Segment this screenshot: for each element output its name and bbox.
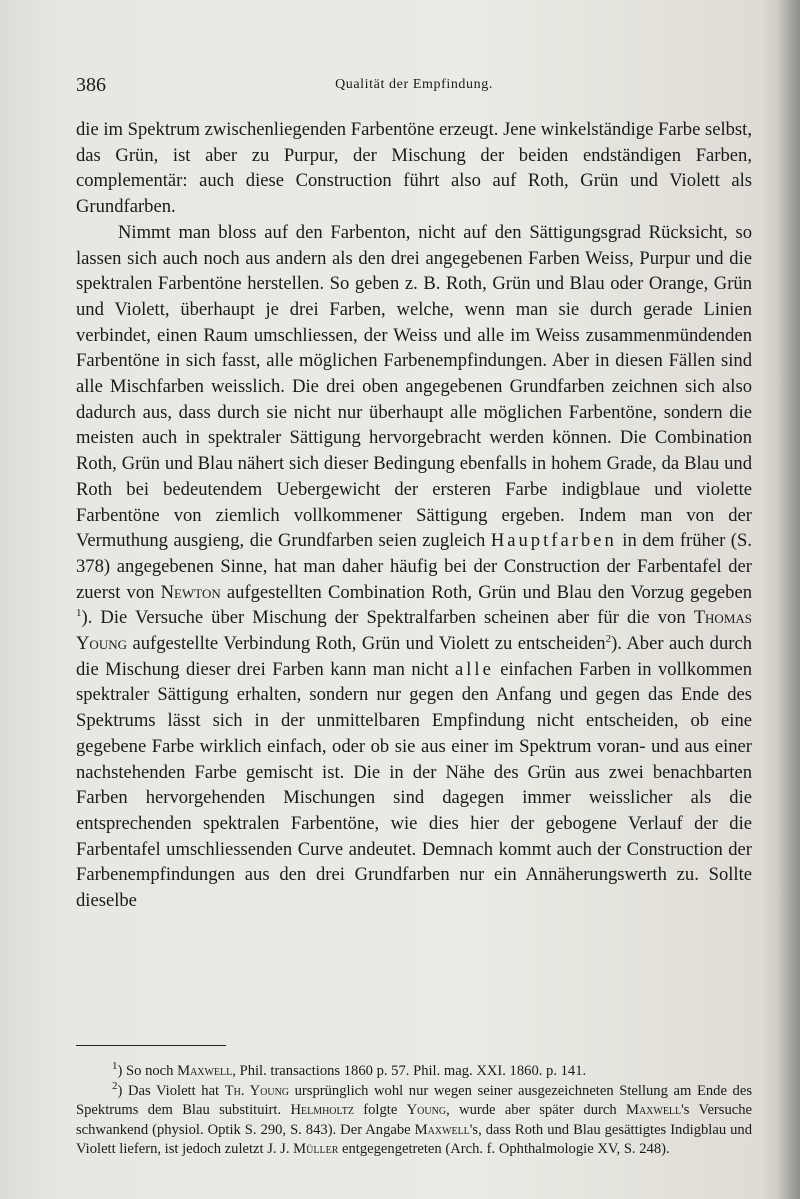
page-edge-shadow: [778, 0, 800, 1199]
text-run: ) Das Violett hat: [117, 1082, 225, 1099]
footnote-rule: [76, 1045, 226, 1046]
text-run: aufgestellten Combination Roth, Grün und Blau den Vorzug gegeben: [220, 581, 752, 603]
footnote-marker: 2: [112, 1079, 118, 1092]
page-header: [76, 74, 752, 98]
text-run: einfachen Farben in vollkommen spektraler Sättigung erhalten, sondern nur gegen den Anfang und gegen das Ende des Spektrums lässt sich in der unmittelbaren Empfindung nicht entscheiden, ob eine gegebene Farbe wirklich einfach, oder ob sie aus einer im Spektrum voran- und aus einer nachstehenden Farbe gemischt ist. Die in der Nähe des Grün aus zwei benachbarten Farben hervorgehenden Mischungen sind dagegen immer weisslicher als die entsprechenden spektralen Farbentöne, wie dies hier der gebogene Verlauf der die Farbentafel umschliessenden Curve andeutet. Demnach kommt auch der Construction der Farbenempfindungen aus den drei Grundfarben nur ein Annäherungswerth zu. Sollte dieselbe: [76, 658, 752, 912]
text-run: aufgestellte Verbindung Roth, Grün und Violett zu entscheiden: [126, 633, 606, 655]
footnote-marker: 1: [112, 1060, 118, 1073]
emphasis-alle: alle: [454, 658, 494, 680]
footnote-2: [76, 1079, 753, 1160]
text-run: , Phil. transactions 1860 p. 57. Phil. mag. XXI. 1860. p. 141.: [232, 1063, 587, 1079]
page-number: 386: [76, 74, 106, 96]
text-run: ursprünglich wohl nur wegen seiner ausgezeichneten Stellung am Ende des Spektrums dem Blau substituirt.: [76, 1082, 752, 1119]
running-title: Qualität der Empfindung.: [335, 77, 493, 92]
text-run: folgte: [353, 1102, 407, 1119]
footnote-1: [76, 1062, 752, 1082]
text-run: ) So noch: [117, 1063, 178, 1079]
footnote-ref-2: 2: [605, 632, 612, 645]
name-maxwell: Maxwell: [177, 1063, 233, 1079]
name-th-young: Th. Young: [224, 1082, 290, 1099]
name-helmholtz: Helmholtz: [290, 1102, 354, 1119]
paragraph-2: [76, 220, 752, 914]
text-run: in dem früher (S. 378) angegebenen Sinne, hat man daher häufig bei der Construction der Farbentafel der zuerst von: [76, 530, 752, 603]
text-run: 's Versuche schwankend (physiol. Optik S. 290, S. 843). Der Angabe: [76, 1102, 753, 1138]
text-run: ). Aber auch durch die Mischung dieser drei Farben kann man nicht: [76, 633, 752, 680]
text-run: , wurde aber später durch: [446, 1102, 626, 1119]
name-maxwell: Maxwell: [414, 1121, 470, 1138]
name-newton: Newton: [160, 581, 221, 603]
footnotes: [76, 1062, 752, 1160]
main-text: [76, 117, 752, 914]
text-run: 's, dass Roth und Blau gesättigtes Indigblau und Violett liefern, ist jedoch zuletzt J. J.: [76, 1121, 753, 1158]
name-thomas-young: Thomas Young: [76, 607, 752, 655]
name-maxwell: Maxwell: [625, 1102, 682, 1119]
text-run: entgegengetreten (Arch. f. Ophthalmologie XV, S. 248).: [338, 1141, 670, 1158]
paragraph-1: die im Spektrum zwischenliegenden Farbentöne erzeugt. Jene winkelständige Farbe selbst, das Grün, ist aber zu Purpur, der Mischung der beiden endständigen Farben, complementär: auch diese Construction führt also auf Roth, Grün und Violett als Grundfarben.: [76, 119, 752, 218]
footnote-ref-1: 1: [76, 607, 82, 620]
name-mueller: Müller: [293, 1141, 339, 1158]
text-run: Nimmt man bloss auf den Farbenton, nicht auf den Sättigungsgrad Rücksicht, so lassen sich auch noch aus andern als den drei angegebenen Farben Weiss, Purpur und die spektralen Farbentöne herstellen. So geben z. B. Roth, Grün und Blau oder Orange, Grün und Violett, überhaupt je drei Farben, welche, wenn man sie durch gerade Linien verbindet, einen Raum umschliessen, der Weiss und alle im Weiss zusammenmündenden Farbentöne in sich fasst, alle möglichen Farbenempfindungen. Aber in diesen Fällen sind alle Mischfarben weisslich. Die drei oben angegebenen Grundfarben zeichnen sich also dadurch aus, dass durch sie nicht nur überhaupt alle möglichen Farbentöne, sondern die meisten auch in spektraler Sättigung hervorgebracht werden können. Die Combination Roth, Grün und Blau nähert sich dieser Bedingung ebenfalls in hohem Grade, da Blau und Roth bei bedeutendem Uebergewicht der ersteren Farbe indigblaue und violette Farbentöne von ziemlich vollkommener Sättigung ergeben. Indem man von der Vermuthung ausgieng, die Grundfarben seien zugleich: [76, 221, 752, 552]
text-run: ). Die Versuche über Mischung der Spektralfarben scheinen aber für die von: [81, 607, 694, 629]
emphasis-hauptfarben: Hauptfarben: [490, 530, 617, 552]
name-young: Young: [406, 1102, 447, 1119]
